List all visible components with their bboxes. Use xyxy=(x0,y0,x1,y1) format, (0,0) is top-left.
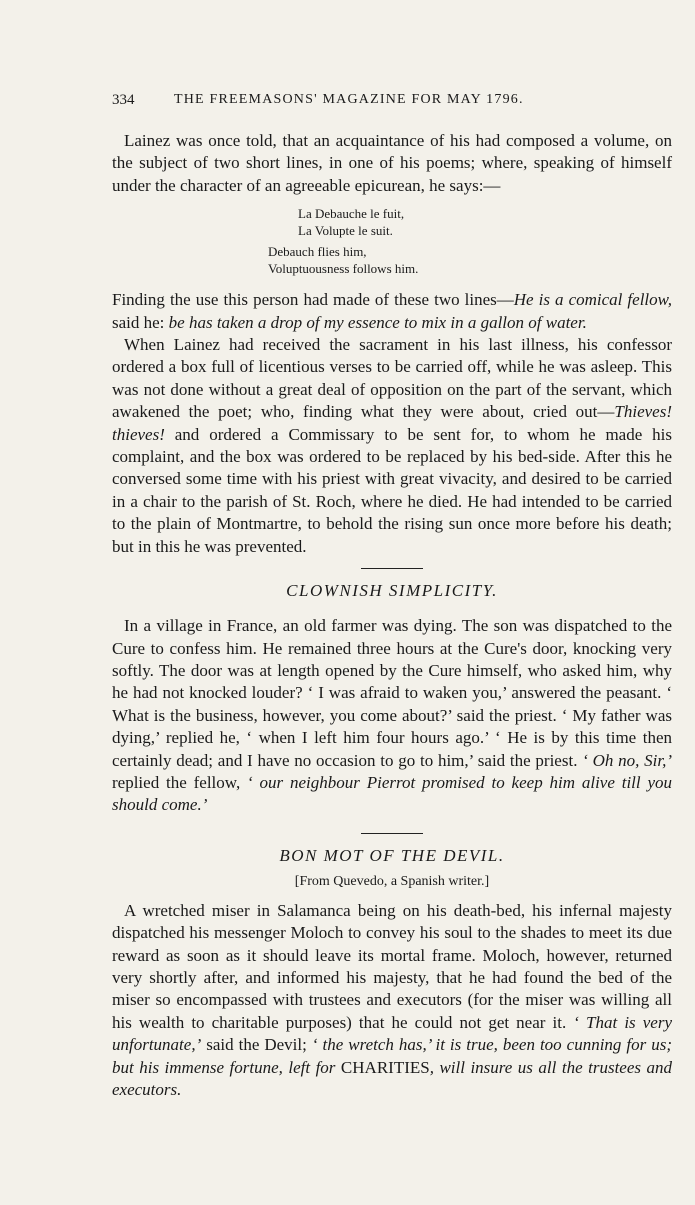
section-divider xyxy=(361,833,423,834)
lainez-remark-paragraph xyxy=(112,289,672,334)
verse-line: La Volupte le suit. xyxy=(298,223,393,239)
italic-span: He is a comical fellow, xyxy=(513,290,672,310)
english-verse xyxy=(112,243,672,277)
verse-line: La Debauche le fuit, xyxy=(298,206,405,222)
text-span: replied the fellow, xyxy=(112,772,248,792)
article-body xyxy=(112,130,672,1101)
italic-span: Thieves! thieves! xyxy=(112,402,672,444)
text-span: When Lainez had received the sacrament in his last illness, his confessor ordered a box full of licentious verses to be carried off, while he was asleep. This was not done without a great deal of opposition on the part of the servant, which awakened the poet; who, finding what they were about, cried out— xyxy=(112,335,672,422)
verse-line: Voluptuousness follows him. xyxy=(268,261,419,277)
small-caps-span: CHARITIES xyxy=(340,1057,430,1077)
italic-span: be has taken a drop of my essence to mix in a gallon of water. xyxy=(168,312,587,332)
page-header xyxy=(112,92,652,114)
verse-line: Debauch flies him, xyxy=(268,244,367,260)
page-number: 334 xyxy=(112,92,135,108)
section-title-clownish: CLOWNISH SIMPLICITY. xyxy=(286,581,498,601)
running-title: THE FREEMASONS' MAGAZINE FOR MAY 1796. xyxy=(174,92,524,107)
section-title-bonmot: BON MOT OF THE DEVIL. xyxy=(279,845,505,865)
section-source-note: [From Quevedo, a Spanish writer.] xyxy=(294,873,490,889)
text-span: In a village in France, an old farmer was dying. The son was dispatched to the Cure to confess him. He remained three hours at the Cure's door, knocking very softly. The door was at length opened by the Cure himself, who asked him, why he had not knocked louder? ‘ I was afraid to waken you,’ answered the peasant. ‘ What is the business, however, you come about?’ said the priest. ‘ My father was dying,’ replied he, ‘ when I left him four hours ago.’ ‘ He is by this time then certainly dead; and I have no occasion to go to him,’ said the priest. xyxy=(112,616,672,770)
italic-span: ‘ the wretch has,’ it is true, been too cunning for us; but his immense fortune, left for xyxy=(112,1035,672,1077)
clownish-paragraph xyxy=(112,615,672,817)
intro-paragraph: Lainez was once told, that an acquaintance of his had composed a volume, on the subject of two short lines, in one of his poems; where, speaking of himself under the character of an agreeable epicurean, he says:— xyxy=(112,131,672,195)
french-verse xyxy=(112,205,672,239)
text-span: A wretched miser in Salamanca being on his death-bed, his infernal majesty dispatched his messenger Moloch to convey his soul to the shades to meet its due reward as soon as it should leave its mortal frame. Moloch, however, returned very shortly after, and informed his majesty, that he had found the bed of the miser so encompassed with trustees and executors (for the miser was willing all his wealth to charitable purposes) that he could not get near it. xyxy=(112,900,672,1032)
lainez-death-paragraph xyxy=(112,334,672,558)
text-span: and ordered a Commissary to be sent for, to whom he made his complaint, and the box was ordered to be replaced by his bed-side. After this he conversed some time with his priest with great vivacity, and desired to be carried in a chair to the parish of St. Roch, where he died. He had intended to be carried to the plain of Montmartre, to behold the rising sun once more before his death; but in this he was prevented. xyxy=(112,424,672,556)
italic-span: , will insure us all the trustees and executors. xyxy=(112,1057,672,1099)
section-divider xyxy=(361,568,423,569)
italic-span: ‘ Oh no, Sir,’ xyxy=(582,750,672,770)
bonmot-paragraph xyxy=(112,900,672,1102)
italic-span: ‘ our neighbour Pierrot promised to keep him alive till you should come.’ xyxy=(112,772,672,815)
text-span: Finding the use this person had made of these two lines— xyxy=(112,290,514,310)
text-span: said he: xyxy=(112,312,169,332)
italic-span: ‘ That is very unfortunate,’ xyxy=(112,1012,672,1055)
text-span: said the Devil; xyxy=(201,1035,312,1055)
